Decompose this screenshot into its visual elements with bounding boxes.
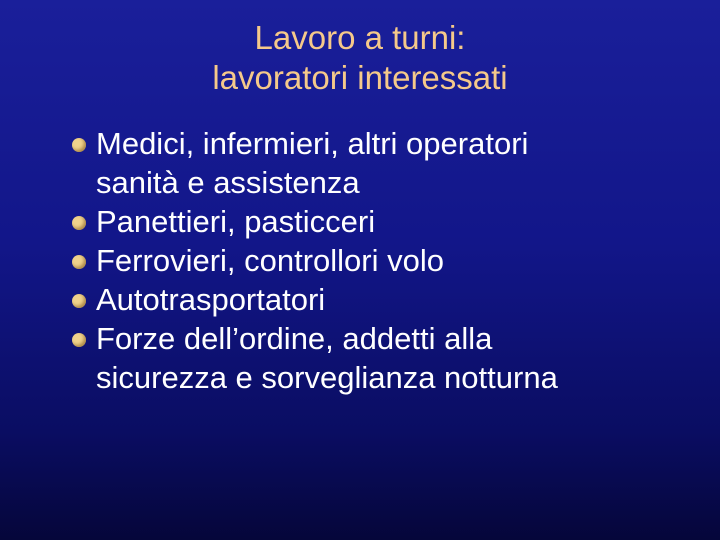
bullet-text-continuation: sicurezza e sorveglianza notturna [96, 360, 558, 395]
round-bullet-icon [72, 216, 86, 230]
bullet-list [70, 124, 710, 397]
round-bullet-icon [72, 333, 86, 347]
title-line-1: Lavoro a turni: [254, 19, 466, 56]
bullet-text: Autotrasportatori [96, 282, 326, 317]
bullet-text-continuation: sanità e assistenza [96, 165, 360, 200]
title-line-2: lavoratori interessati [212, 59, 508, 96]
bullet-item [70, 280, 710, 319]
round-bullet-icon [72, 138, 86, 152]
round-bullet-icon [72, 294, 86, 308]
bullet-text: Medici, infermieri, altri operatori [96, 126, 529, 161]
bullet-text: Forze dell’ordine, addetti alla [96, 321, 493, 356]
bullet-text: Panettieri, pasticceri [96, 204, 376, 239]
bullet-item [70, 202, 710, 241]
bullet-item [70, 241, 710, 280]
bullet-item [70, 124, 710, 202]
round-bullet-icon [72, 255, 86, 269]
bullet-text: Ferrovieri, controllori volo [96, 243, 444, 278]
bullet-item [70, 319, 710, 397]
slide-title [0, 18, 720, 98]
